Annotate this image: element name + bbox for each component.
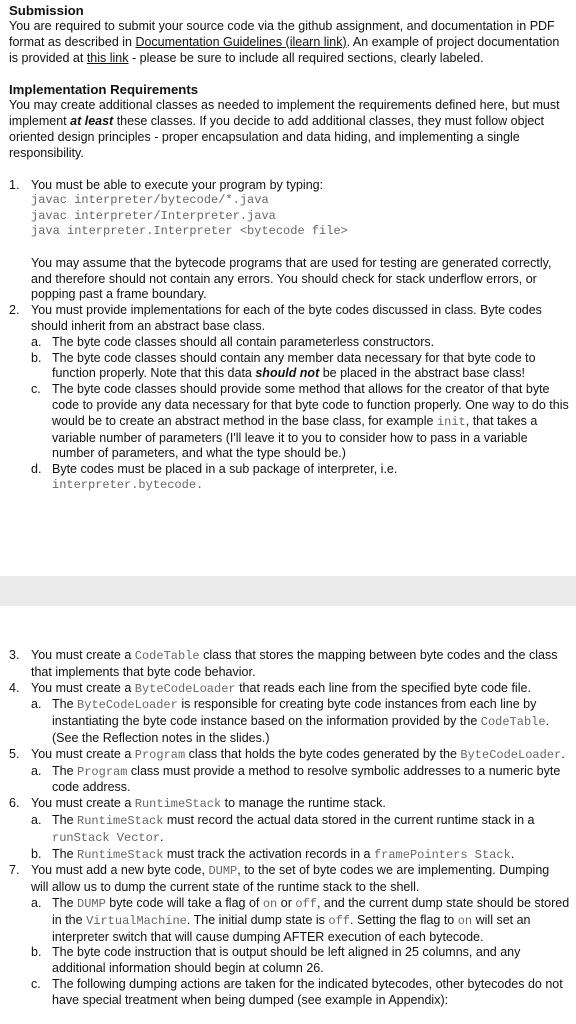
item-2-sub-a: a. The byte code classes should all contain parameterless constructors. (31, 334, 435, 349)
submission-paragraph: You are required to submit your source code via the github assignment, and documentation in PDF format as described in Documentation Guidelines (ilearn link). An example of project documentation is provided at this link - please be sure to include all required sections, clearly labeled. (9, 19, 560, 65)
list-item-4: 4. You must create a ByteCodeLoader that reads each line from the specified byte code file. a. The ByteCodeLoader is responsible for creating byte code instances from each line by instantiating the byte code instance based on the information provided by the CodeTable. (See the Reflection notes in the slides.) (9, 681, 570, 747)
implementation-paragraph: You may create additional classes as needed to implement the requirements defined here, but must implement at least these classes. If you decide to add additional classes, they must follow object oriented design principles - proper encapsulation and data hiding, and implementing a single responsibility. (9, 98, 560, 160)
item-2-sub-d: d. Byte codes must be placed in a sub package of interpreter, i.e. interpreter.bytecode. (31, 462, 398, 493)
item-1-note: You may assume that the bytecode programs that are used for testing are generated correctly, and therefore should not contain any errors. You should check for stack underflow errors, or popping past a frame boundary. (31, 255, 552, 302)
item-4-sub-a: a. The ByteCodeLoader is responsible for creating byte code instances from each line by instantiating the byte code instance based on the information provided by the CodeTable. (See the Reflection notes in the slides.) (31, 697, 550, 745)
item-7-sub-b: b. The byte code instruction that is output should be left aligned in 25 columns, and any additional information should begin at column 26. (31, 945, 521, 976)
item-6-sub-b: b. The RuntimeStack must track the activation records in a framePointers Stack. (31, 846, 515, 862)
implementation-heading: Implementation Requirements (9, 82, 199, 98)
list-item-1: 1. You must be able to execute your program by typing: javac interpreter/bytecode/*.java javac interpreter/Interpreter.java java interpreter.Interpreter <bytecode file> You may assume that the bytecode programs that are used for testing are generated correctly, and therefore should not contain any errors. You should check for stack underflow errors, or popping past a frame boundary. (9, 178, 570, 304)
list-item-7: 7. You must add a new byte code, DUMP, to the set of byte codes we are implementing. Dumping will allow us to dump the current state of the runtime stack to the shell. a. The DUMP byte code will take a flag of on or off, and the current dump state should be stored in the VirtualMachine. The initial dump state is off. Setting the flag to on will set an interpreter switch that will cause dumping AFTER execution of each bytecode. b. The byte code instruction that is output should be left aligned in 25 columns, and any additional information should begin at column 26. c. The following dumping actions are taken for the indicated bytecodes, other bytecodes do not have special treatment when being dumped (see example in Appendix): (9, 863, 570, 1007)
list-item-3: 3. You must create a CodeTable class that stores the mapping between byte codes and the class that implements that byte code behavior. (9, 648, 558, 679)
list-item-2: 2. You must provide implementations for each of the byte codes discussed in class. Byte codes should inherit from an abstract base class. a. The byte code classes should all contain parameterless constructors. b. The byte code classes should contain any member data necessary for that byte code to function properly. Note that this data should not be placed in the abstract base class! c. The byte code classes should provide some method that allows for the creator of that byte code to provide any data necessary for that byte code to function properly. One way to do this would be to create an abstract method in the base class, for example init, that takes a variable number of parameters (I'll leave it to you to consider how to pass in a variable number of parameters, and what the type should be.) d. Byte codes must be placed in a sub package of interpreter, i.e. interpreter.bytecode. (9, 303, 569, 493)
page-break (0, 576, 576, 606)
item-2-sub-c: c. The byte code classes should provide some method that allows for the creator of that byte code to provide any data necessary for that byte code to function properly. One way to do this would be to create an abstract method in the base class, for example init, that takes a variable number of parameters (I'll leave it to you to consider how to pass in a variable number of parameters, and what the type should be.) (31, 382, 569, 461)
item-5-sub-a: a. The Program class must provide a method to resolve symbolic addresses to a numeric byte code address. (31, 763, 561, 795)
item-7-sub-a: a. The DUMP byte code will take a flag of on or off, and the current dump state should be stored in the VirtualMachine. The initial dump state is off. Setting the flag to on will set an interpreter switch that will cause dumping AFTER execution of each bytecode. (31, 895, 570, 944)
item-6-sub-a: a. The RuntimeStack must record the actual data stored in the current runtime stack in a runStack Vector. (31, 812, 535, 845)
list-item-5: 5. You must create a Program class that holds the byte codes generated by the ByteCodeLoader. a. The Program class must provide a method to resolve symbolic addresses to a numeric byte code address. (9, 747, 570, 796)
documentation-guidelines-link[interactable]: Documentation Guidelines (ilearn link) (135, 34, 347, 49)
list-item-6: 6. You must create a RuntimeStack to manage the runtime stack. a. The RuntimeStack must record the actual data stored in the current runtime stack in a runStack Vector. b. The RuntimeStack must track the activation records in a framePointers Stack. (9, 796, 570, 863)
command-2: javac interpreter/Interpreter.java (31, 208, 276, 223)
example-documentation-link[interactable]: this link (86, 50, 129, 65)
command-3: java interpreter.Interpreter <bytecode file> (31, 224, 348, 239)
item-2-text: You must provide implementations for each of the byte codes discussed in class. Byte codes should inherit from an abstract base class. (31, 303, 542, 334)
document-page-2 (0, 606, 576, 1024)
item-7-sub-c: c. The following dumping actions are taken for the indicated bytecodes, other bytecodes do not have special treatment when being dumped (see example in Appendix): (31, 976, 563, 1007)
command-1: javac interpreter/bytecode/*.java (31, 193, 269, 208)
item-1-text: You must be able to execute your program by typing: (31, 177, 324, 192)
submission-heading: Submission (9, 3, 84, 18)
item-2-sub-b: b. The byte code classes should contain any member data necessary for that byte code to function properly. Note that this data should not be placed in the abstract base class! (31, 350, 536, 381)
